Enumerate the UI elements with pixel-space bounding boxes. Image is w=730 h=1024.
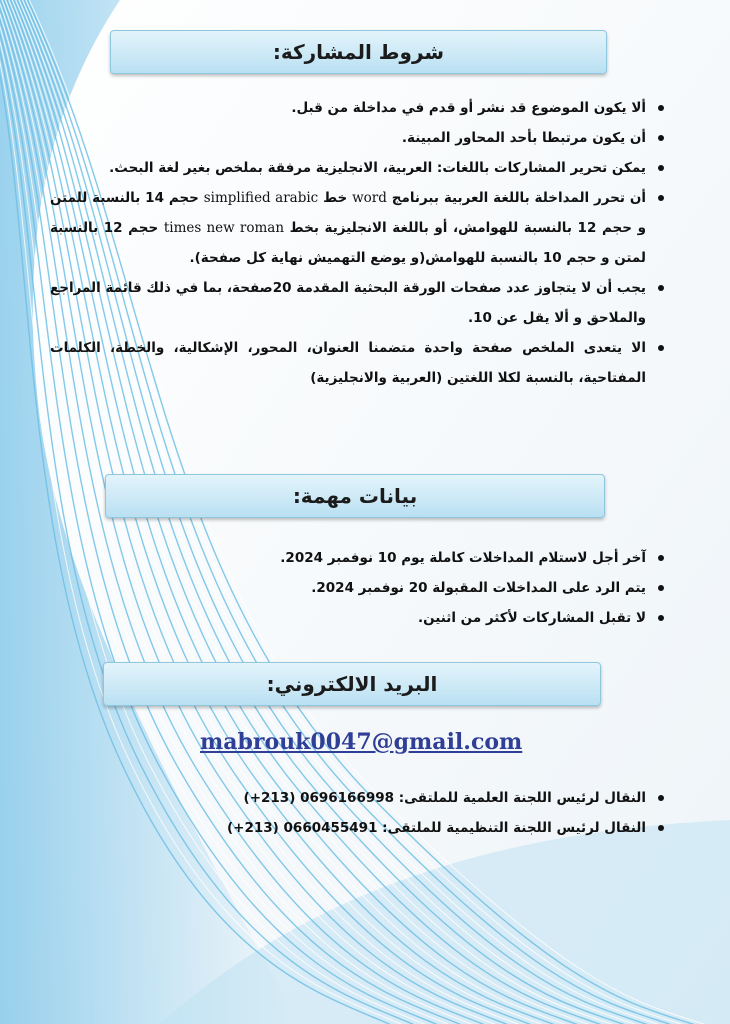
list-item: يتم الرد على المداخلات المقبولة 20 نوفمبر 2024. [110,573,670,603]
list-item: يمكن تحرير المشاركات باللغات: العربية، الانجليزية مرفقة بملخص بغير لغة البحث. [50,153,670,183]
text-segment: خط [318,190,353,206]
list-item: النقال لرئيس اللجنة التنظيمية للملتقى: 0660455491 (213+) [110,813,670,843]
list-item: يجب أن لا يتجاوز عدد صفحات الورقة البحثية المقدمة 20صفحة، بما في ذلك قائمة المراجع والملاحق و ألا يقل عن 10. [50,273,670,333]
text-segment: حجم 14 بالنسبة للمتن و حجم 12 بالنسبة للهوامش، أو باللغة الانجليزية بخط [50,190,646,236]
list-item: ألا يكون الموضوع قد نشر أو قدم في مداخلة من قبل. [50,93,670,123]
list-item [50,183,670,273]
email-title: البريد الالكتروني: [103,662,601,706]
software-name: word [352,190,387,206]
list-item: النقال لرئيس اللجنة العلمية للملتقى: 0696166998 (213+) [110,783,670,813]
phone-list [110,783,670,843]
list-item: الا يتعدى الملخص صفحة واحدة متضمنا العنوان، المحور، الإشكالية، والخطة، الكلمات المفتاحية، بالنسبة لكلا اللغتين (العربية والانجليزية) [50,333,670,393]
list-item: لا تقبل المشاركات لأكثر من اثنين. [110,603,670,633]
font-name: times new roman [163,220,285,236]
important-dates-list [110,543,670,633]
list-item: أن يكون مرتبطا بأحد المحاور المبينة. [50,123,670,153]
participation-conditions-list [50,93,670,393]
participation-title: شروط المشاركة: [110,30,607,74]
text-segment: أن تحرر المداخلة باللغة العربية ببرنامج [386,190,646,206]
email-link[interactable]: mabrouk0047@gmail.com [200,729,523,755]
important-dates-title: بيانات مهمة: [105,474,605,518]
list-item: آخر أجل لاستلام المداخلات كاملة يوم 10 نوفمبر 2024. [110,543,670,573]
text-segment: حجم 12 بالنسبة لمتن و حجم 10 بالنسبة للهوامش(و يوضع التهميش نهاية كل صفحة). [50,220,646,266]
font-name: simplified arabic [203,190,319,206]
